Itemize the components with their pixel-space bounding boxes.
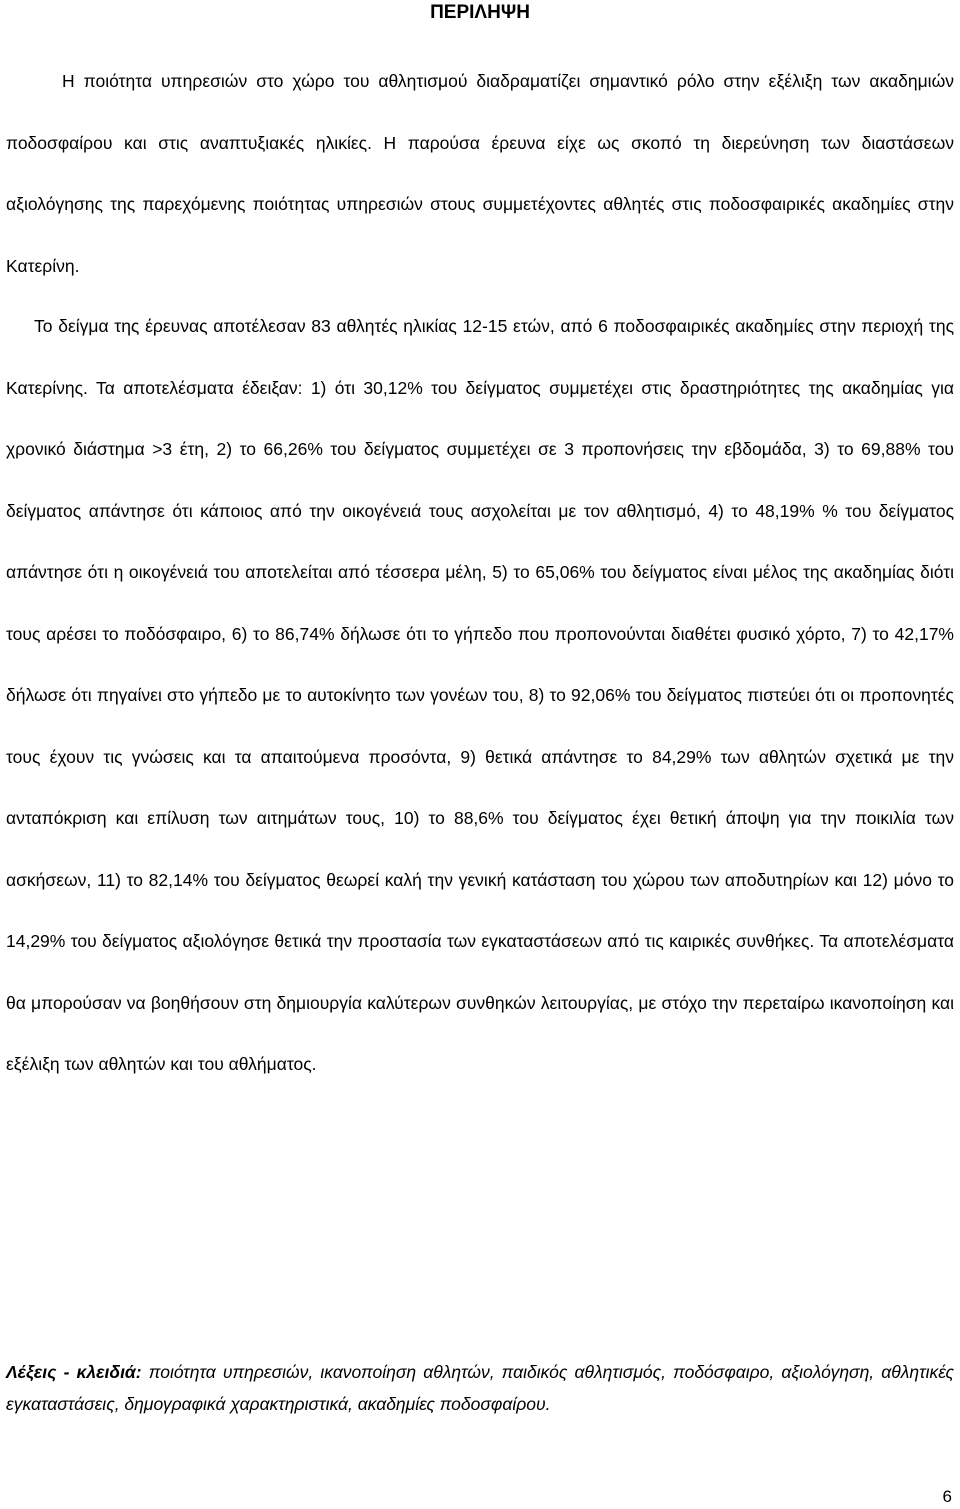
abstract-paragraph-2: Το δείγμα της έρευνας αποτέλεσαν 83 αθλητές ηλικίας 12-15 ετών, από 6 ποδοσφαιρικές ακαδημίες στην περιοχή της Κατερίνης. Τα αποτελέσματα έδειξαν: 1) ότι 30,12% του δείγματος συμμετέχει στις δραστηριότητες της ακαδημίας για χρονικό διάστημα >3 έτη, 2) το 66,26% του δείγματος συμμετέχει σε 3 προπονήσεις την εβδομάδα, 3) το 69,88% του δείγματος απάντησε ότι κάποιος από την οικογένειά τους ασχολείται με τον αθλητισμό, 4) το 48,19% % του δείγματος απάντησε ότι η οικογένειά του αποτελείται από τέσσερα μέλη, 5) το 65,06% του δείγματος είναι μέλος της ακαδημίας διότι τους αρέσει το ποδόσφαιρο, 6) το 86,74% δήλωσε ότι το γήπεδο που προπονούνται διαθέτει φυσικό χόρτο, 7) το 42,17% δήλωσε ότι πηγαίνει στο γήπεδο με το αυτοκίνητο των γονέων του, 8) το 92,06% του δείγματος πιστεύει ότι οι προπονητές τους έχουν τις γνώσεις και τα απαιτούμενα προσόντα, 9) θετικά απάντησε το 84,29% των αθλητών σχετικά με την ανταπόκριση και επίλυση των αιτημάτων τους, 10) το 88,6% του δείγματος έχει θετική άποψη για την ποικιλία των ασκήσεων, 11) το 82,14% του δείγματος θεωρεί καλή την γενική κατάσταση του χώρου των αποδυτηρίων και 12) μόνο το 14,29% του δείγματος αξιολόγησε θετικά την προστασία των εγκαταστάσεων από τις καιρικές συνθήκες. Τα αποτελέσματα θα μπορούσαν να βοηθήσουν στη δημιουργία καλύτερων συνθηκών λειτουργίας, με στόχο την περεταίρω ικανοποίηση και εξέλιξη των αθλητών και του αθλήματος. <box>6 316 954 1074</box>
keywords-list: ποιότητα υπηρεσιών, ικανοποίηση αθλητών, παιδικός αθλητισμός, ποδόσφαιρο, αξιολόγηση, αθλητικές εγκαταστάσεις, δημογραφικά χαρακτηριστικά, ακαδημίες ποδοσφαίρου. <box>6 1362 954 1414</box>
abstract-paragraph-1: Η ποιότητα υπηρεσιών στο χώρο του αθλητισμού διαδραματίζει σημαντικό ρόλο στην εξέλιξη των ακαδημιών ποδοσφαίρου και στις αναπτυξιακές ηλικίες. Η παρούσα έρευνα είχε ως σκοπό τη διερεύνηση των διαστάσεων αξιολόγησης της παρεχόμενης ποιότητας υπηρεσιών στους συμμετέχοντες αθλητές στις ποδοσφαιρικές ακαδημίες στην Κατερίνη. <box>6 71 954 276</box>
keywords-block <box>6 1356 954 1420</box>
page-number: 6 <box>942 1487 952 1506</box>
keywords-label: Λέξεις - κλειδιά: <box>6 1362 142 1382</box>
page-title: ΠΕΡΙΛΗΨΗ <box>430 2 530 23</box>
